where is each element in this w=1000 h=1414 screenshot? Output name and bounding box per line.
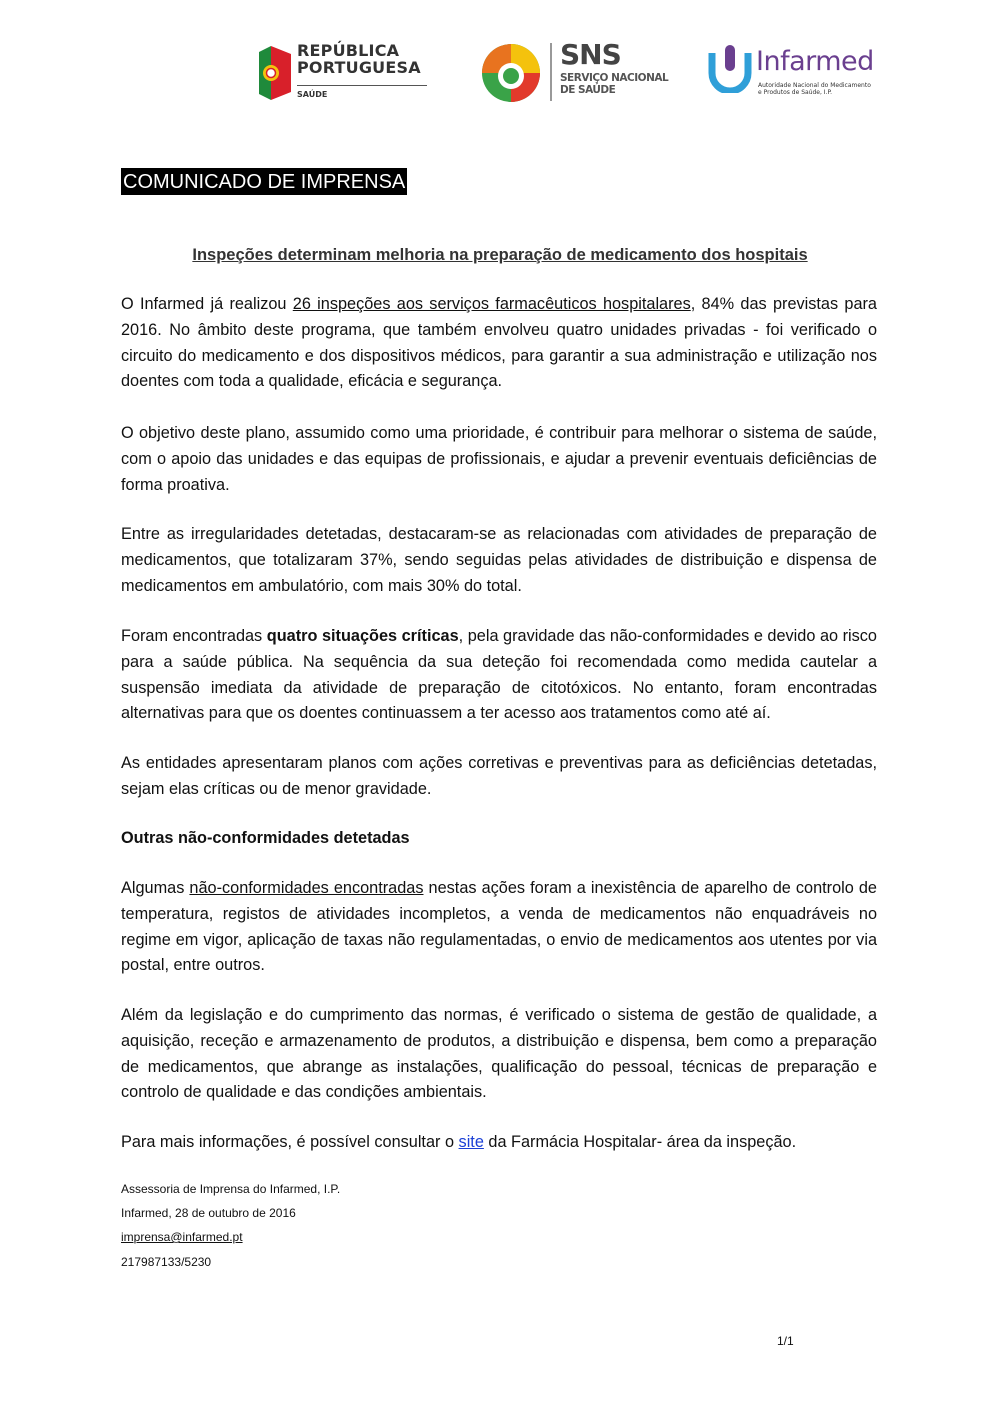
paragraph-7: Além da legislação e do cumprimento das normas, é verificado o sistema de gestão de qualidade, a aquisição, receção e armazenamento de produtos, a distribuição e dispensa, bem como a preparação de medicamentos, que abrange as instalações, qualificação do pessoal, técnicas de preparação e controlo de qualidade e das condições ambientais. [121, 1006, 877, 1102]
paragraph-1-text-a: O Infarmed já realizou [121, 295, 293, 313]
paragraph-8 [121, 1130, 877, 1156]
paragraph-4-text-a: Foram encontradas [121, 627, 267, 645]
paragraph-6-text-a: Algumas [121, 879, 190, 897]
portuguesa-line: PORTUGUESA [297, 58, 421, 77]
paragraph-6-text-b: nestas ações foram a inexistência de aparelho de controlo de temperatura, registos de atividades incompletos, a venda de medicamentos não enquadráveis no regime em vigor, aplicação de taxas não regulamentadas, o envio de medicamentos aos utentes por via postal, entre outros. [121, 879, 877, 975]
sns-emblem-icon [480, 42, 542, 104]
paragraph-2: O objetivo deste plano, assumido como uma prioridade, é contribuir para melhorar o sistema de saúde, com o apoio das unidades e das equipas de profissionais, e ajudar a prevenir eventuais deficiências de forma proativa. [121, 424, 877, 494]
republica-portuguesa-text [297, 42, 421, 76]
infarmed-subtitle [758, 82, 871, 96]
paragraph-1-text-b: , 84% das previstas para 2016. No âmbito deste programa, que também envolveu quatro unidades privadas - foi verificado o circuito do medicamento e dos dispositivos médicos, para garantir a sua administração e utilização nos doentes com toda a qualidade, eficácia e segurança. [121, 295, 877, 391]
infarmed-subtitle-line1: Autoridade Nacional do Medicamento [758, 82, 871, 89]
republica-line: REPÚBLICA [297, 41, 400, 60]
paragraph-4-text-b: , pela gravidade das não-conformidades e devido ao risco para a saúde pública. Na sequência da sua deteção foi recomendada como medida cautelar a suspensão imediata da atividade de preparação de citotóxicos. No entanto, foram encontradas alternativas para que os doentes continuassem a ter acesso aos tratamentos como até aí. [121, 627, 877, 723]
sns-name-line1: SERVIÇO NACIONAL [560, 72, 669, 84]
section-heading: Outras não-conformidades detetadas [121, 829, 410, 847]
paragraph-4 [121, 624, 877, 727]
footer-date: Infarmed, 28 de outubro de 2016 [121, 1206, 296, 1220]
paragraph-5: As entidades apresentaram planos com ações corretivas e preventivas para as deficiências detetadas, sejam elas críticas ou de menor gravidade. [121, 754, 877, 798]
infarmed-name: Infarmed [756, 46, 874, 77]
logo-strip [0, 40, 1000, 110]
sns-acronym: SNS [560, 38, 621, 71]
paragraph-8-text-b: da Farmácia Hospitalar- área da inspeção. [483, 1133, 797, 1151]
sns-logo [480, 40, 670, 110]
non-conformities-link[interactable]: não-conformidades encontradas [189, 879, 424, 897]
paragraph-3: Entre as irregularidades detetadas, destacaram-se as relacionadas com atividades de preparação de medicamentos, que totalizaram 37%, sendo seguidas pelas atividades de distribuição e dispensa de medicamentos em ambulatório, com mais 30% do total. [121, 525, 877, 595]
infarmed-logo [708, 40, 888, 110]
sns-name [560, 72, 668, 96]
infarmed-emblem-icon [708, 43, 752, 93]
paragraph-1 [121, 292, 877, 395]
portugal-flag-icon [255, 42, 295, 104]
paragraph-6 [121, 876, 877, 979]
divider [297, 85, 427, 86]
footer-email-link[interactable]: imprensa@infarmed.pt [121, 1230, 243, 1244]
infarmed-subtitle-line2: e Produtos de Saúde, I.P. [758, 89, 833, 96]
paragraph-8-text-a: Para mais informações, é possível consultar o [121, 1133, 459, 1151]
republica-portuguesa-logo [255, 40, 435, 110]
footer-phone: 217987133/5230 [121, 1255, 212, 1269]
sns-name-line2: DE SAÚDE [560, 84, 616, 96]
page-title: Inspeções determinam melhoria na preparação de medicamento dos hospitais [192, 246, 808, 264]
critical-situations-emphasis: quatro situações críticas [266, 627, 459, 645]
press-release-label: COMUNICADO DE IMPRENSA [121, 168, 407, 195]
site-link[interactable]: site [458, 1133, 484, 1151]
inspections-link[interactable]: 26 inspeções aos serviços farmacêuticos hospitalares [292, 295, 691, 313]
sns-divider [550, 43, 552, 101]
page-number: 1/1 [777, 1334, 794, 1348]
saude-label: SAÚDE [297, 90, 328, 99]
footer-press-office: Assessoria de Imprensa do Infarmed, I.P. [121, 1182, 341, 1196]
